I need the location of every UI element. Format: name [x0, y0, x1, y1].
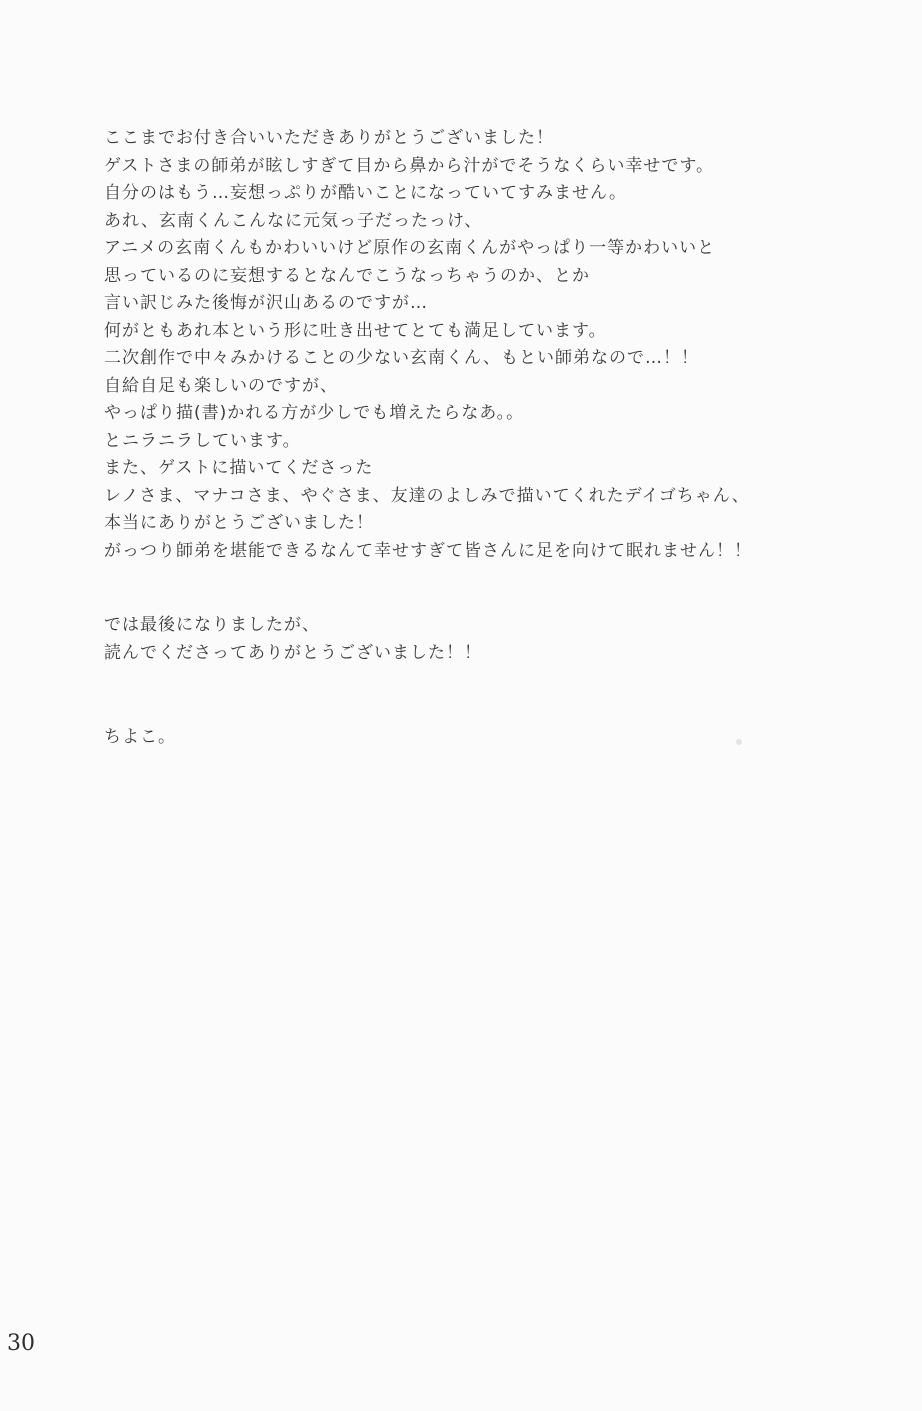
- closing-line: では最後になりましたが、: [104, 615, 320, 635]
- page-number: 30: [7, 1331, 35, 1356]
- signature-block: [104, 724, 176, 752]
- afterword-line: レノさま、マナコさま、やぐさま、友達のよしみで描いてくれたデイゴちゃん、: [104, 485, 750, 506]
- afterword-line: アニメの玄南くんもかわいいけど原作の玄南くんがやっぱり一等かわいいと: [104, 238, 716, 258]
- author-signature: ちよこ。: [104, 727, 176, 747]
- afterword-line: 自給自足も楽しいのですが、: [104, 375, 338, 396]
- afterword-line: 二次創作で中々みかけることの少ない玄南くん、もとい師弟なので…！！: [104, 348, 700, 368]
- afterword-line: 言い訳じみた後悔が沢山あるのですが…: [104, 293, 428, 313]
- afterword-line: やっぱり描(書)かれる方が少しでも増えたらなあ。。: [104, 403, 525, 423]
- afterword-closing-paragraph: [104, 612, 482, 667]
- afterword-line: 何がともあれ本という形に吐き出せてとても満足しています。: [104, 320, 607, 341]
- scan-speck: [736, 739, 742, 745]
- afterword-line: 思っているのに妄想するとなんでこうなっちゃうのか、とか: [104, 265, 590, 286]
- afterword-line: また、ゲストに描いてくださった: [104, 458, 374, 478]
- afterword-line: ゲストさまの師弟が眩しすぎて目から鼻から汁がでそうなくらい幸せです。: [104, 155, 714, 176]
- afterword-line: とニラニラしています。: [104, 430, 301, 451]
- afterword-line: 本当にありがとうございました！: [104, 513, 374, 533]
- afterword-line: がっつり師弟を堪能できるなんて幸せすぎて皆さんに足を向けて眠れません！！: [104, 540, 752, 561]
- afterword-line: 自分のはもう…妄想っぷりが酷いことになっていてすみません。: [104, 183, 628, 203]
- closing-line: 読んでくださってありがとうございました！！: [104, 642, 482, 663]
- afterword-main-paragraph: [104, 125, 752, 565]
- afterword-line: ここまでお付き合いいただきありがとうございました！: [104, 128, 554, 148]
- afterword-line: あれ、玄南くんこんなに元気っ子だったっけ、: [104, 210, 483, 231]
